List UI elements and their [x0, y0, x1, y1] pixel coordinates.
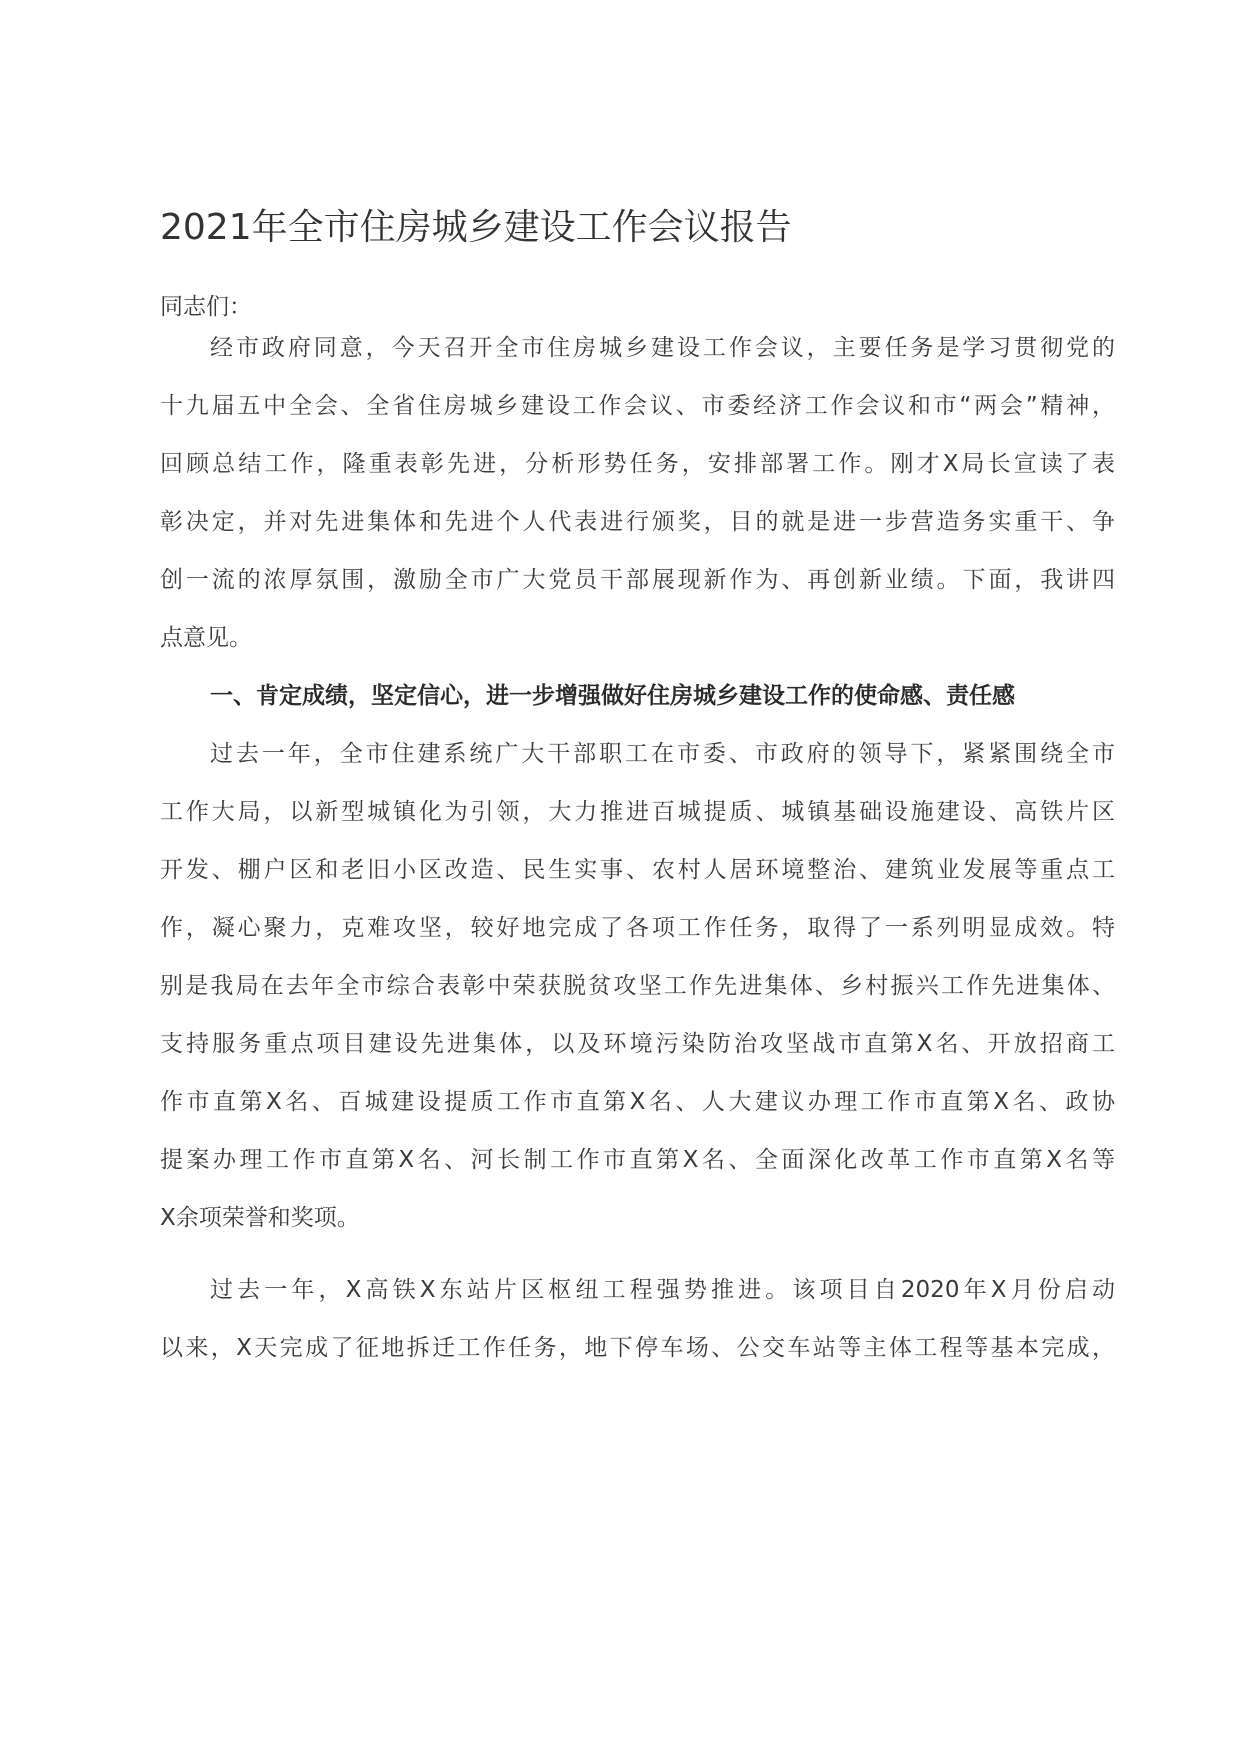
paragraph-line: 回顾总结工作，隆重表彰先进，分析形势任务，安排部署工作。刚才X局长宣读了表: [160, 451, 1115, 477]
paragraph-line: X余项荣誉和奖项。: [160, 1205, 360, 1231]
document-title: 2021年全市住房城乡建设工作会议报告: [160, 207, 792, 248]
paragraph-line: 开发、棚户区和老旧小区改造、民生实事、农村人居环境整治、建筑业发展等重点工: [160, 857, 1115, 883]
paragraph-line: 工作大局，以新型城镇化为引领，大力推进百城提质、城镇基础设施建设、高铁片区: [160, 799, 1115, 825]
paragraph-line: 以来，X天完成了征地拆迁工作任务，地下停车场、公交车站等主体工程等基本完成，: [160, 1335, 1115, 1361]
paragraph-line: 十九届五中全会、全省住房城乡建设工作会议、市委经济工作会议和市“两会”精神，: [160, 393, 1115, 419]
paragraph-line: 作市直第X名、百城建设提质工作市直第X名、人大建议办理工作市直第X名、政协: [160, 1089, 1115, 1115]
paragraph-line: 过去一年，X高铁X东站片区枢纽工程强势推进。该项目自2020年X月份启动: [210, 1277, 1115, 1303]
paragraph-line: 作，凝心聚力，克难攻坚，较好地完成了各项工作任务，取得了一系列明显成效。特: [160, 915, 1115, 941]
paragraph-line: 支持服务重点项目建设先进集体，以及环境污染防治攻坚战市直第X名、开放招商工: [160, 1031, 1115, 1057]
salutation: 同志们：: [160, 294, 252, 320]
paragraph-line: 经市政府同意，今天召开全市住房城乡建设工作会议，主要任务是学习贯彻党的: [210, 335, 1115, 361]
paragraph-line: 提案办理工作市直第X名、河长制工作市直第X名、全面深化改革工作市直第X名等: [160, 1147, 1115, 1173]
document-page: [160, 0, 1115, 1754]
paragraph-line: 创一流的浓厚氛围，激励全市广大党员干部展现新作为、再创新业绩。下面，我讲四: [160, 567, 1115, 593]
paragraph-line: 别是我局在去年全市综合表彰中荣获脱贫攻坚工作先进集体、乡村振兴工作先进集体、: [160, 973, 1115, 999]
paragraph-line: 彰决定，并对先进集体和先进个人代表进行颁奖，目的就是进一步营造务实重干、争: [160, 509, 1115, 535]
paragraph-line: 点意见。: [160, 625, 252, 651]
section-heading: 一、肯定成绩，坚定信心，进一步增强做好住房城乡建设工作的使命感、责任感: [210, 683, 1015, 709]
paragraph-line: 过去一年，全市住建系统广大干部职工在市委、市政府的领导下，紧紧围绕全市: [210, 741, 1115, 767]
